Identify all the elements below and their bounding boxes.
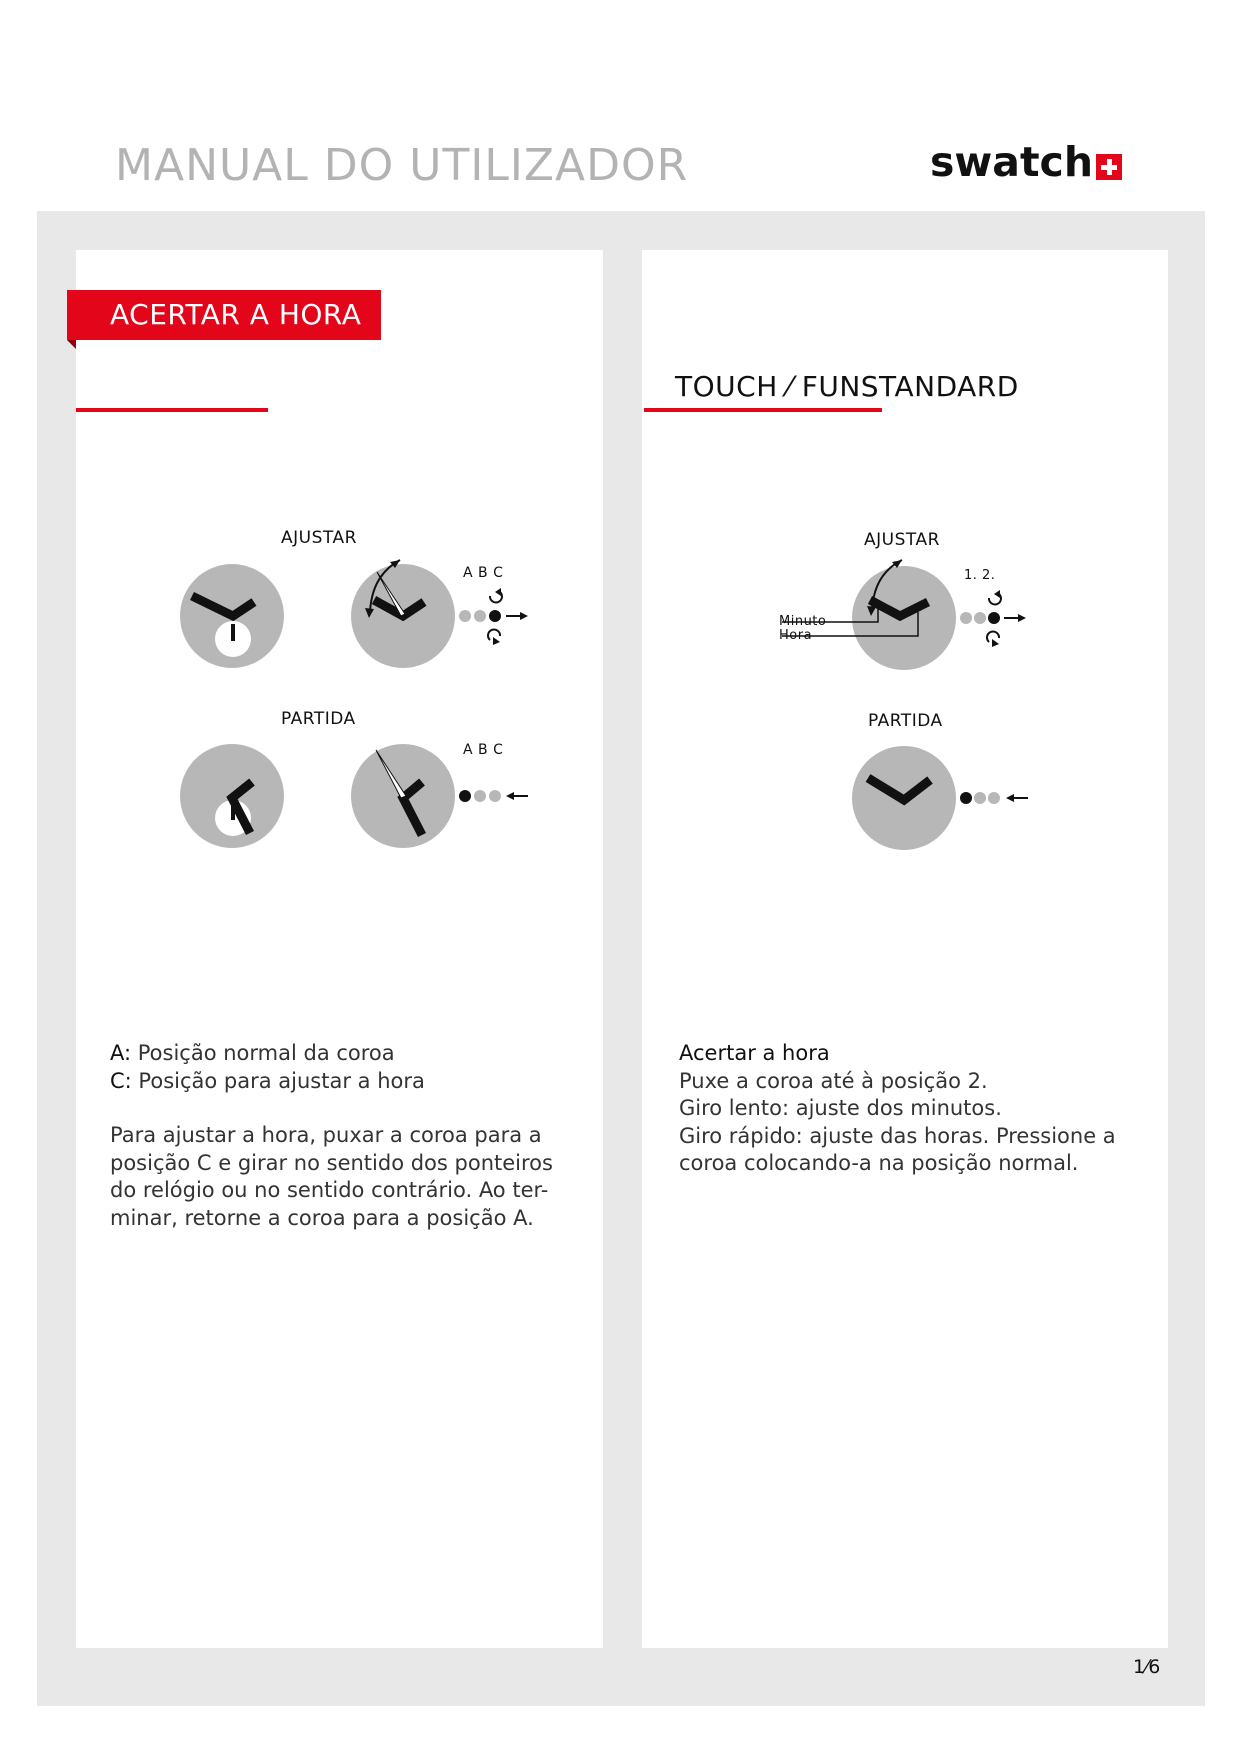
crown-positions-abc-adjust: A B C: [463, 565, 504, 581]
paragraph-line: posição C e girar no sentido dos ponteiros: [110, 1150, 553, 1175]
right-watch-diagram: [760, 550, 1060, 860]
watch-face-running-right: [852, 746, 956, 850]
adjust-label-left: AJUSTAR: [281, 528, 357, 548]
minute-label: Minuto: [779, 614, 827, 629]
hour-label: Hora: [779, 628, 813, 643]
crown-position-indicator-right-start: [960, 792, 1028, 804]
instructions-paragraph: [110, 1122, 553, 1232]
swatch-logo: [930, 138, 1122, 186]
paragraph-line: Para ajustar a hora, puxar a coroa para a: [110, 1123, 542, 1147]
watch-face-adjusting: [351, 560, 455, 668]
left-watch-diagram: [170, 550, 550, 860]
left-red-rule: [76, 408, 268, 412]
ribbon-fold: [67, 340, 76, 349]
watch-face-running: [351, 744, 455, 848]
logo-wordmark: swatch: [930, 138, 1094, 186]
left-panel: [76, 250, 603, 1648]
adjust-label-right: AJUSTAR: [864, 530, 940, 550]
instruction-line: Giro rápido: ajuste das horas. Pressione a: [679, 1123, 1116, 1148]
page-number: 1⁄6: [1133, 1656, 1161, 1678]
crown-positions-12: 1. 2.: [964, 568, 996, 583]
watch-face-with-seconds-start: [180, 744, 284, 848]
crown-position-indicator-right-adjust: [960, 590, 1026, 647]
paragraph-line: do relógio ou no sentido contrário. Ao ter-: [110, 1178, 549, 1202]
legend: [110, 1040, 425, 1095]
crown-position-indicator-start: [459, 790, 528, 802]
crown-positions-abc-start: A B C: [463, 742, 504, 758]
start-label-left: PARTIDA: [281, 709, 356, 729]
start-label-right: PARTIDA: [868, 711, 943, 731]
swiss-cross-icon: [1096, 154, 1122, 180]
legend-item-a: A: Posição normal da coroa: [110, 1041, 395, 1065]
document-title: MANUAL DO UTILIZADOR: [115, 140, 689, 191]
watch-face-with-seconds-adjust: [180, 564, 284, 668]
section-title: TOUCH ⁄ FUNSTANDARD: [675, 370, 1019, 403]
instructions-heading: Acertar a hora: [679, 1041, 830, 1065]
paragraph-line: minar, retorne a coroa para a posição A.: [110, 1205, 534, 1230]
right-panel: [642, 250, 1168, 1648]
legend-item-c: C: Posição para ajustar a hora: [110, 1068, 425, 1093]
section-ribbon: ACERTAR A HORA: [67, 290, 381, 340]
right-instructions: [679, 1040, 1116, 1178]
instruction-line: Giro lento: ajuste dos minutos.: [679, 1096, 1002, 1120]
watch-face-adjusting-right: [782, 560, 956, 670]
instruction-line: Puxe a coroa até à posição 2.: [679, 1068, 988, 1093]
crown-position-indicator-adjust: [459, 588, 528, 645]
right-red-rule: [644, 408, 882, 412]
instruction-line: coroa colocando-a na posição normal.: [679, 1151, 1079, 1175]
